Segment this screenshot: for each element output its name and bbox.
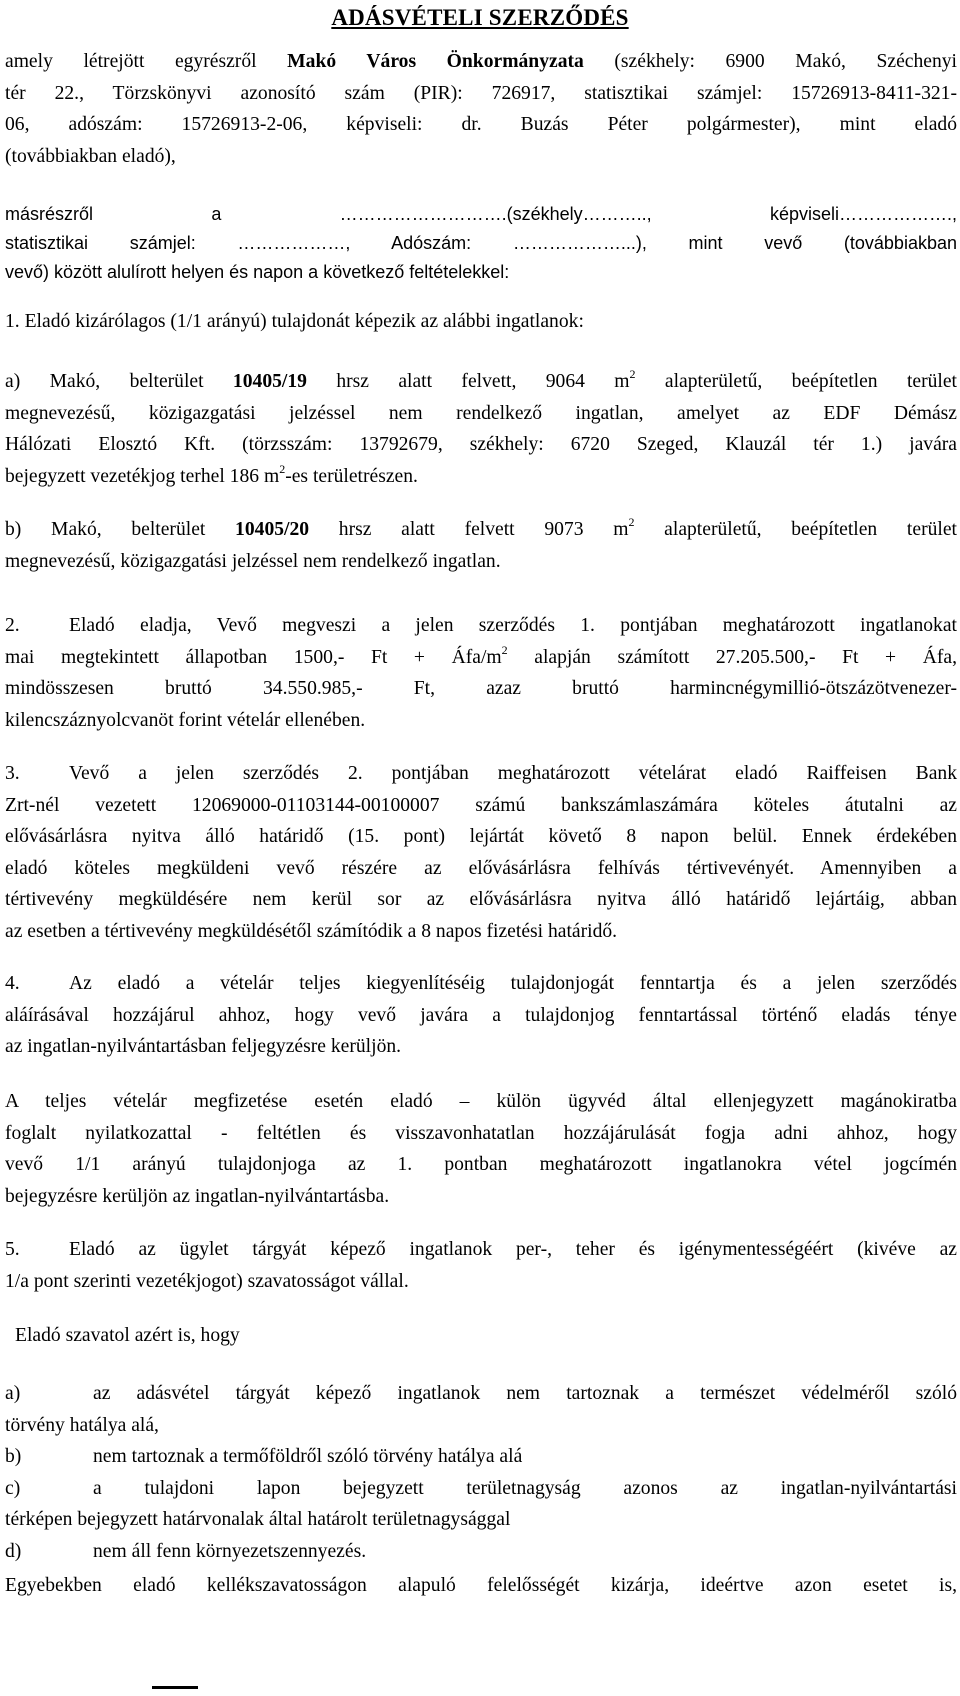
property-b-line-2: megnevezésű, közigazgatási jelzéssel nem rendelkező ingatlan. — [5, 550, 501, 572]
superscript: 2 — [279, 461, 286, 476]
property-a-text: bejegyzett vezetékjog terhel 186 m — [5, 465, 280, 487]
final-paragraph — [5, 1570, 957, 1602]
section-3-line-2: Zrt-nél vezetett 12069000-01103144-00100007 számú bankszámlaszámára köteles átutalni az — [5, 794, 957, 816]
list-item-text: az adásvétel tárgyát képező ingatlanok nem tartoznak a természet védelméről szóló — [93, 1383, 957, 1404]
section-1 — [5, 306, 957, 338]
section-4b-line-3: vevő 1/1 arányú tulajdonjoga az 1. pontban meghatározott ingatlanokra vétel jogcímén — [5, 1154, 957, 1175]
list-label: d) — [5, 1540, 22, 1562]
buyer-line-1: másrészről a ……………………….(székhely……….., képviseli………………., — [5, 204, 957, 224]
section-4-line-3: az ingatlan-nyilvántartásban feljegyzésre kerüljön. — [5, 1036, 402, 1057]
seller-line-2: tér 22., Törzskönyvi azonosító szám (PIR): 726917, statisztikai számjel: 15726913-8411-321- — [5, 82, 957, 104]
property-a-text: -es területrészen. — [285, 465, 418, 487]
section-2-line-4: kilencszáznyolcvanöt forint vételár ellenében. — [5, 709, 366, 731]
section-3-line-6: az esetben a tértivevény megküldésétől számítódik a 8 napos fizetési határidő. — [5, 920, 618, 942]
property-a-text: a) Makó, belterület — [5, 371, 233, 392]
superscript: 2 — [628, 515, 635, 529]
superscript: 2 — [501, 642, 508, 657]
section-4-continued — [5, 1086, 957, 1212]
warranty-item-c-line-1 — [5, 1473, 957, 1505]
warranty-item-d — [5, 1536, 957, 1568]
section-2-text: mai megtekintett állapotban 1500,- Ft + Áfa/m — [5, 646, 502, 668]
section-3-line-4: eladó köteles megküldeni vevő részére az elővásárlásra felhívás tértivevényét. Amennyiben a — [5, 857, 957, 879]
section-4-line-2: aláírásával hozzájárul ahhoz, hogy vevő javára a tulajdonjog fenntartással történő eladás ténye — [5, 1004, 957, 1026]
seller-paragraph — [5, 46, 957, 172]
superscript: 2 — [629, 367, 636, 381]
section-2-text: alapján számított 27.205.500,- Ft + Áfa, — [507, 646, 957, 668]
section-4b-line-2: foglalt nyilatkozattal - feltétlen és visszavonhatatlan hozzájárulását fogja adni ahhoz, hogy — [5, 1122, 957, 1144]
final-line: Egyebekben eladó kellékszavatosságon alapuló felelősségét kizárja, ideértve azon esetet is, — [5, 1575, 957, 1596]
section-3 — [5, 758, 957, 947]
property-a-text: hrsz alatt felvett, 9064 m — [306, 371, 630, 392]
property-a-line-1 — [5, 366, 957, 398]
section-4-line-1 — [5, 968, 957, 1000]
section-number: 5. — [5, 1239, 20, 1260]
page-footer-rule — [152, 1686, 198, 1689]
section-5 — [5, 1234, 957, 1297]
property-a-line-4 — [5, 461, 957, 493]
section-3-text: Vevő a jelen szerződés 2. pontjában meghatározott vételárat eladó Raiffeisen Bank — [69, 763, 957, 784]
seller-text: amely létrejött egyrészről — [5, 51, 288, 72]
parcel-number-b: 10405/20 — [235, 519, 310, 540]
property-a-line-2: megnevezésű, közigazgatási jelzéssel nem rendelkező ingatlan, amelyet az EDF Démász — [5, 402, 957, 424]
seller-line-3: 06, adószám: 15726913-2-06, képviseli: dr. Buzás Péter polgármester), mint eladó — [5, 114, 957, 135]
list-item-text: nem áll fenn környezetszennyezés. — [93, 1540, 367, 1562]
section-2-line-1 — [5, 610, 957, 642]
section-4 — [5, 968, 957, 1063]
property-b-text: hrsz alatt felvett 9073 m — [309, 519, 629, 540]
property-a-text: alapterületű, beépítetlen terület — [635, 371, 958, 392]
parcel-number-a: 10405/19 — [232, 371, 307, 392]
warranty-intro-text: Eladó szavatol azért is, hogy — [15, 1325, 240, 1346]
section-2-line-3: mindösszesen bruttó 34.550.985,- Ft, azaz bruttó harmincnégymillió-ötszázötvenezer- — [5, 678, 957, 699]
seller-name: Makó Város Önkormányzata — [287, 51, 584, 72]
section-number: 3. — [5, 763, 20, 784]
seller-line-1 — [5, 46, 957, 78]
list-label: a) — [5, 1383, 21, 1404]
section-3-line-3: elővásárlásra nyitva álló határidő (15. pont) lejártát követő 8 napon belül. Ennek érdekében — [5, 826, 957, 847]
buyer-paragraph — [5, 200, 957, 287]
section-4-text: Az eladó a vételár teljes kiegyenlítéséig tulajdonjogát fenntartja és a jelen szerződés — [69, 973, 957, 994]
section-2-line-2 — [5, 642, 957, 674]
warranty-intro — [15, 1320, 955, 1352]
property-b-line-1 — [5, 514, 957, 546]
seller-text: (székhely: 6900 Makó, Széchenyi — [583, 51, 957, 72]
section-1-text: 1. Eladó kizárólagos (1/1 arányú) tulajdonát képezik az alábbi ingatlanok: — [5, 311, 584, 332]
warranty-item-a-line-2: törvény hatálya alá, — [5, 1414, 159, 1436]
property-a — [5, 366, 957, 492]
list-label: c) — [5, 1477, 21, 1499]
section-5-line-2: 1/a pont szerinti vezetékjogot) szavatosságot vállal. — [5, 1270, 409, 1292]
buyer-line-2: statisztikai számjel: ………………, Adószám: ………………...), mint vevő (továbbiakban — [5, 233, 957, 253]
property-a-line-3: Hálózati Elosztó Kft. (törzsszám: 13792679, székhely: 6720 Szeged, Klauzál tér 1.) javára — [5, 434, 957, 455]
section-3-line-1 — [5, 758, 957, 790]
list-label: b) — [5, 1446, 22, 1467]
warranty-list — [5, 1378, 957, 1567]
seller-line-4: (továbbiakban eladó), — [5, 145, 176, 167]
property-b-text: b) Makó, belterület — [5, 519, 236, 540]
buyer-line-3: vevő) között alulírott helyen és napon a következő feltételekkel: — [5, 262, 510, 282]
section-4b-line-4: bejegyzésre kerüljön az ingatlan-nyilvántartásba. — [5, 1185, 390, 1207]
section-5-text: Eladó az ügylet tárgyát képező ingatlanok per-, teher és igénymentességéért (kivéve az — [69, 1239, 957, 1260]
warranty-item-a-line-1 — [5, 1378, 957, 1410]
section-5-line-1 — [5, 1234, 957, 1266]
section-2-text: Eladó eladja, Vevő megveszi a jelen szerződés 1. pontjában meghatározott ingatlanokat — [69, 615, 957, 636]
property-b — [5, 514, 957, 577]
section-number: 2. — [5, 615, 20, 636]
list-item-text: a tulajdoni lapon bejegyzett területnagyság azonos az ingatlan-nyilvántartási — [93, 1477, 957, 1499]
list-item-text: nem tartoznak a termőföldről szóló törvény hatálya alá — [93, 1446, 523, 1467]
document-title: ADÁSVÉTELI SZERZŐDÉS — [331, 5, 629, 30]
section-4b-line-1: A teljes vételár megfizetése esetén eladó – külön ügyvéd által ellenjegyzett magánokiratba — [5, 1091, 957, 1112]
property-b-text: alapterületű, beépítetlen terület — [634, 519, 957, 540]
warranty-item-c-line-2: térképen bejegyzett határvonalak által határolt területnagysággal — [5, 1509, 511, 1530]
section-3-line-5: tértivevény megküldésére nem kerül sor az elővásárlásra nyitva álló határidő lejártáig, abban — [5, 889, 957, 910]
warranty-item-b — [5, 1441, 957, 1473]
section-number: 4. — [5, 973, 20, 994]
section-2 — [5, 610, 957, 736]
